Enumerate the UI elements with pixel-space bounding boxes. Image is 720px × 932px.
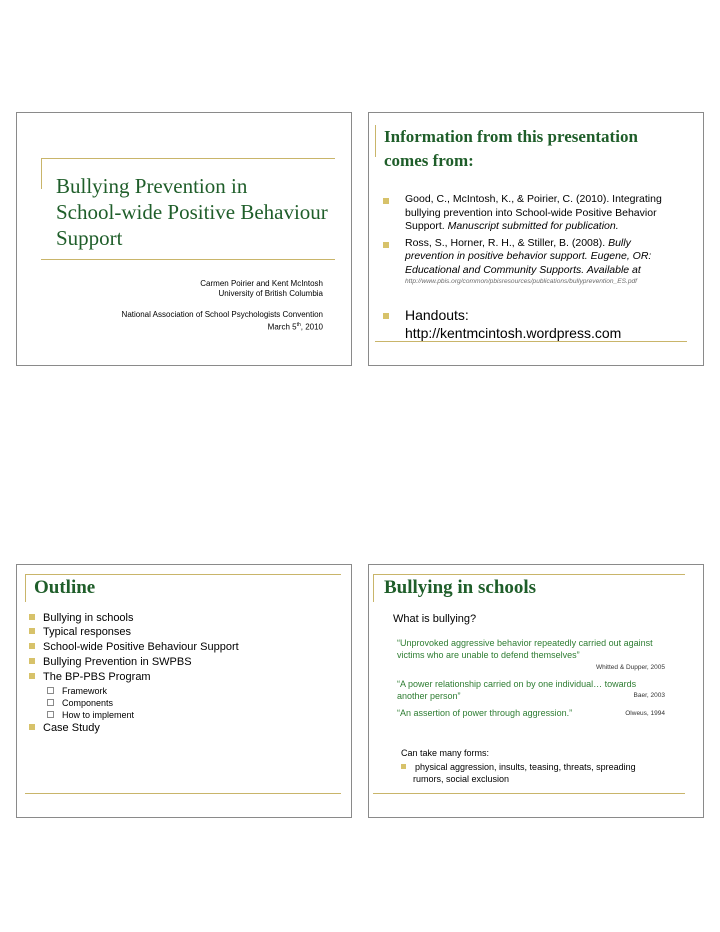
title-left-line	[373, 574, 374, 602]
convention-date: March 5th, 2010	[267, 322, 323, 332]
convention-name: National Association of School Psychologists Convention	[121, 310, 323, 319]
handouts-label: Handouts:	[405, 307, 469, 323]
definition-3-citation: Olweus, 1994	[625, 710, 665, 717]
bullet-square-icon	[401, 764, 406, 769]
slide-outline	[16, 564, 352, 818]
definition-1-citation: Whitted & Dupper, 2005	[595, 664, 665, 671]
bullet-hollow-square-icon	[47, 699, 54, 706]
definition-2: “A power relationship carried on by one individual… towards another person”	[397, 679, 637, 701]
outline-subitem: How to implement	[29, 709, 349, 721]
title-frame-top-line	[41, 158, 335, 159]
bullet-square-icon	[29, 643, 35, 649]
bullet-square-icon	[383, 242, 389, 248]
handouts-url[interactable]: http://kentmcintosh.wordpress.com	[405, 325, 622, 341]
bottom-line	[373, 793, 685, 794]
bullet-square-icon	[29, 724, 35, 730]
slide-title	[16, 112, 352, 366]
author-block	[23, 279, 323, 299]
outline-item: Bullying Prevention in SWPBS	[29, 655, 349, 670]
forms-list: physical aggression, insults, teasing, threats, spreading rumors, social exclusion	[401, 761, 691, 785]
bullet-square-icon	[29, 614, 35, 620]
outline-item: Bullying in schools	[29, 611, 349, 625]
title-left-line	[25, 574, 26, 602]
reference-1: Good, C., McIntosh, K., & Poirier, C. (2010). Integrating bullying prevention into School-wide Positive Behavior Support. Manuscript submitted for publication.	[383, 193, 701, 234]
outline-item: Case Study	[29, 721, 349, 736]
bullet-hollow-square-icon	[47, 687, 54, 694]
bottom-line	[25, 793, 341, 794]
presentation-title	[56, 173, 346, 251]
title-line-1: Bullying Prevention in	[56, 174, 248, 198]
bullet-square-icon	[383, 313, 389, 319]
question-text: What is bullying?	[393, 613, 477, 625]
sources-title: Information from this presentation comes from:	[384, 127, 638, 170]
handouts-block	[383, 306, 704, 342]
bullet-square-icon	[383, 198, 389, 204]
definition-1: “Unprovoked aggressive behavior repeatedly carried out against victims who are unable to defend themselves”	[397, 638, 653, 660]
outline-subitem: Components	[29, 697, 349, 709]
title-line-2: School-wide Positive Behaviour	[56, 200, 328, 224]
slide-bullying-in-schools	[368, 564, 704, 818]
reference-2: Ross, S., Horner, R. H., & Stiller, B. (2008). Bully prevention in positive behavior support. Eugene, OR: Educational and Community Supports. Available at http://www.pbis.org/common/pbisresources/publications/bullyprevention_ES.pdf	[383, 237, 701, 288]
university: University of British Columbia	[218, 289, 323, 298]
outline-title: Outline	[34, 577, 96, 598]
slide-sources	[368, 112, 704, 366]
definition-3: “An assertion of power through aggression.”	[397, 708, 573, 718]
outline-item: Typical responses	[29, 625, 349, 640]
title-top-line	[373, 574, 685, 575]
slide-heading: Bullying in schools	[384, 577, 537, 598]
authors: Carmen Poirier and Kent McIntosh	[200, 279, 323, 288]
outline-item: School-wide Positive Behaviour Support	[29, 640, 349, 655]
convention-block	[23, 310, 323, 333]
reference-link[interactable]: http://www.pbis.org/common/pbisresources/publications/bullyprevention_ES.pdf	[405, 278, 638, 285]
title-frame-left-line	[41, 158, 42, 189]
bullet-hollow-square-icon	[47, 711, 54, 718]
outline-subitem: Framework	[29, 685, 349, 697]
reference-list	[383, 193, 701, 287]
bottom-line	[375, 341, 687, 342]
forms-label: Can take many forms:	[401, 748, 490, 758]
outline-list	[29, 611, 349, 736]
title-top-line	[25, 574, 341, 575]
definition-2-citation: Baer, 2003	[633, 692, 665, 699]
title-line-3: Support	[56, 226, 123, 250]
bullet-square-icon	[29, 673, 35, 679]
title-left-line	[375, 125, 376, 157]
title-frame-bottom-line	[41, 259, 335, 260]
bullet-square-icon	[29, 658, 35, 664]
outline-item: The BP-PBS Program	[29, 670, 349, 685]
bullet-square-icon	[29, 628, 35, 634]
